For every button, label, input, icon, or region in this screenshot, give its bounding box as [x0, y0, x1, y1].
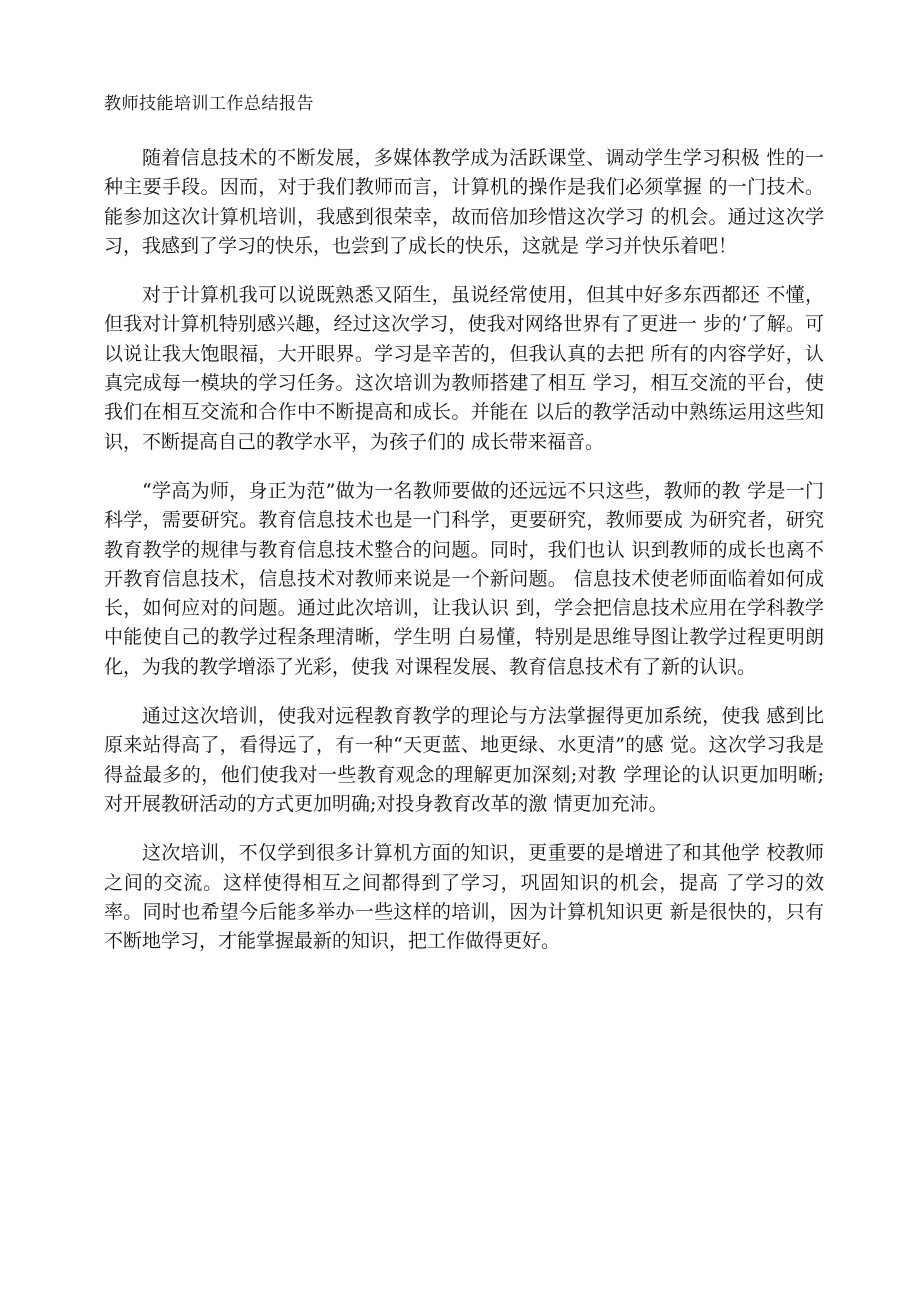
paragraph-1: 随着信息技术的不断发展，多媒体教学成为活跃课堂、调动学生学习积极 性的一种主要手段。因而，对于我们教师而言，计算机的操作是我们必须掌握 的一门技术。能参加这次计算机培训，我感到很荣幸，故而倍加珍惜这次学习 的机会。通过这次学习，我感到了学习的快乐，也尝到了成长的快乐，这就是 学习并快乐着吧！ [104, 147, 824, 257]
paragraph-2: 对于计算机我可以说既熟悉又陌生，虽说经常使用，但其中好多东西都还 不懂，但我对计算机特别感兴趣，经过这次学习，使我对网络世界有了更进一 步的‘了解。可以说让我大饱眼福，大开眼界。学习是辛苦的，但我认真的去把 所有的内容学好，认真完成每一模块的学习任务。这次培训为教师搭建了相互 学习，相互交流的平台，使我们在相互交流和合作中不断提高和成长。并能在 以后的教学活动中熟练运用这些知识，不断提高自己的教学水平，为孩子们的 成长带来福音。 [104, 284, 824, 453]
paragraph-3: “学高为师，身正为范”做为一名教师要做的还远远不只这些，教师的教 学是一门科学，需要研究。教育信息技术也是一门科学，更要研究，教师要成 为研究者，研究教育教学的规律与教育信息技术整合的问题。同时，我们也认 识到教师的成长也离不开教育信息技术，信息技术对教师来说是一个新问题。 信息技术使老师面临着如何成长，如何应对的问题。通过此次培训，让我认识 到，学会把信息技术应用在学科教学中能使自己的教学过程条理清晰，学生明 白易懂，特别是思维导图让教学过程更明朗化，为我的教学增添了光彩，使我 对课程发展、教育信息技术有了新的认识。 [104, 479, 824, 678]
paragraph-5: 这次培训，不仅学到很多计算机方面的知识，更重要的是增进了和其他学 校教师之间的交流。这样使得相互之间都得到了学习，巩固知识的机会，提高 了学习的效率。同时也希望今后能多举办一些这样的培训，因为计算机知识更 新是很快的，只有不断地学习，才能掌握最新的知识，把工作做得更好。 [104, 842, 824, 953]
paragraph-4: 通过这次培训，使我对远程教育教学的理论与方法掌握得更加系统，使我 感到比原来站得高了，看得远了，有一种“天更蓝、地更绿、水更清”的感 觉。这次学习我是得益最多的，他们使我对一些教育观念的理解更加深刻;对教 学理论的认识更加明晰;对开展教研活动的方式更加明确;对投身教育改革的激 情更加充沛。 [104, 705, 824, 815]
document-title: 教师技能培训工作总结报告 [104, 94, 314, 114]
document-body [104, 144, 824, 976]
